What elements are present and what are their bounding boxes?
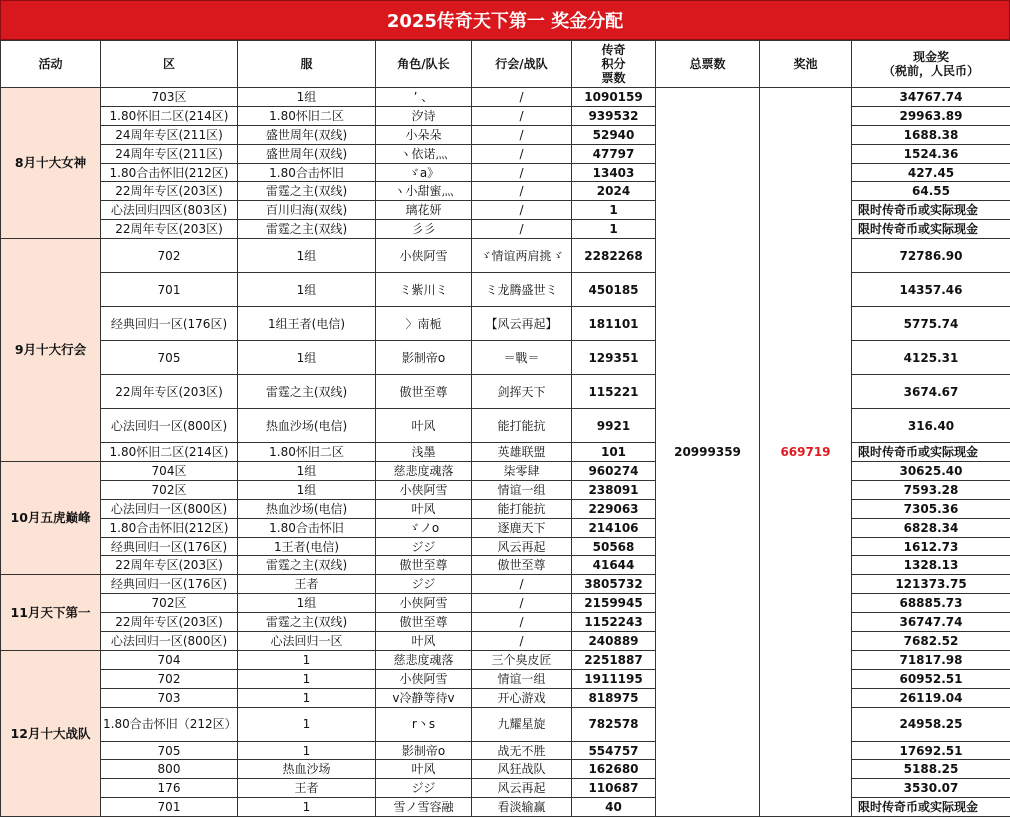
- table-row: [1, 88, 1010, 107]
- role-cell: 彡彡: [376, 220, 472, 239]
- server-cell: 雷霆之主(双线): [238, 556, 376, 575]
- role-cell: 小侠阿雪: [376, 669, 472, 688]
- cash-cell: 34767.74: [852, 88, 1010, 107]
- table-row: [1, 341, 1010, 375]
- guild-cell: 【风云再起】: [472, 307, 572, 341]
- guild-cell: ＝戰＝: [472, 341, 572, 375]
- zone-cell: 704: [101, 650, 238, 669]
- table-row: [1, 613, 1010, 632]
- header-votes-line1: 传奇: [601, 43, 626, 57]
- zone-cell: 经典回归一区(176区): [101, 575, 238, 594]
- cash-cell: 64.55: [852, 182, 1010, 201]
- guild-cell: 情谊一组: [472, 480, 572, 499]
- votes-cell: 110687: [572, 779, 656, 798]
- header-pool: 奖池: [760, 41, 852, 88]
- votes-cell: 41644: [572, 556, 656, 575]
- votes-cell: 3805732: [572, 575, 656, 594]
- cash-cell: 316.40: [852, 409, 1010, 443]
- cash-cell: 限时传奇币或实际现金: [852, 443, 1010, 462]
- cash-cell: 4125.31: [852, 341, 1010, 375]
- zone-cell: 24周年专区(211区): [101, 125, 238, 144]
- guild-cell: 逐鹿天下: [472, 518, 572, 537]
- server-cell: 热血沙场: [238, 760, 376, 779]
- activity-cell: 12月十大战队: [1, 650, 101, 816]
- votes-cell: 2282268: [572, 239, 656, 273]
- votes-cell: 101: [572, 443, 656, 462]
- guild-cell: 风狂战队: [472, 760, 572, 779]
- votes-cell: 13403: [572, 163, 656, 182]
- page-title: 2025传奇天下第一 奖金分配: [0, 0, 1010, 40]
- votes-cell: 229063: [572, 499, 656, 518]
- votes-cell: 939532: [572, 106, 656, 125]
- role-cell: ヽ依诺灬: [376, 144, 472, 163]
- guild-cell: /: [472, 182, 572, 201]
- header-cash-line1: 现金奖: [912, 50, 949, 64]
- header-votes-line2: 积分: [601, 57, 626, 71]
- role-cell: ミ紫川ミ: [376, 273, 472, 307]
- role-cell: 〉南栀: [376, 307, 472, 341]
- activity-cell: 9月十大行会: [1, 239, 101, 462]
- role-cell: ’ 、: [376, 88, 472, 107]
- table-row: [1, 669, 1010, 688]
- cash-cell: 5188.25: [852, 760, 1010, 779]
- zone-cell: 心法回归一区(800区): [101, 632, 238, 651]
- activity-cell: 8月十大女神: [1, 88, 101, 239]
- table-row: [1, 106, 1010, 125]
- guild-cell: 英雄联盟: [472, 443, 572, 462]
- cash-cell: 26119.04: [852, 688, 1010, 707]
- server-cell: 1: [238, 798, 376, 817]
- cash-cell: 限时传奇币或实际现金: [852, 201, 1010, 220]
- votes-cell: 129351: [572, 341, 656, 375]
- guild-cell: 傲世至尊: [472, 556, 572, 575]
- table-row: [1, 688, 1010, 707]
- cash-cell: 限时传奇币或实际现金: [852, 798, 1010, 817]
- role-cell: 小侠阿雪: [376, 239, 472, 273]
- server-cell: 1: [238, 707, 376, 741]
- zone-cell: 心法回归四区(803区): [101, 201, 238, 220]
- role-cell: 叶风: [376, 409, 472, 443]
- server-cell: 雷霆之主(双线): [238, 182, 376, 201]
- header-cash-line2: （税前，人民币）: [882, 64, 979, 78]
- server-cell: 热血沙场(电信): [238, 409, 376, 443]
- table-row: [1, 556, 1010, 575]
- table-row: [1, 779, 1010, 798]
- role-cell: ジジ: [376, 779, 472, 798]
- zone-cell: 701: [101, 798, 238, 817]
- table-row: [1, 462, 1010, 481]
- zone-cell: 22周年专区(203区): [101, 556, 238, 575]
- guild-cell: /: [472, 632, 572, 651]
- cash-cell: 3674.67: [852, 375, 1010, 409]
- guild-cell: /: [472, 575, 572, 594]
- table-row: [1, 163, 1010, 182]
- votes-cell: 50568: [572, 537, 656, 556]
- votes-cell: 2251887: [572, 650, 656, 669]
- table-row: [1, 201, 1010, 220]
- votes-cell: 115221: [572, 375, 656, 409]
- cash-cell: 72786.90: [852, 239, 1010, 273]
- votes-cell: 47797: [572, 144, 656, 163]
- server-cell: 1组: [238, 341, 376, 375]
- server-cell: 1组: [238, 273, 376, 307]
- table-row: [1, 594, 1010, 613]
- role-cell: 傲世至尊: [376, 375, 472, 409]
- zone-cell: 703: [101, 688, 238, 707]
- votes-cell: 2024: [572, 182, 656, 201]
- table-row: [1, 575, 1010, 594]
- server-cell: 1.80怀旧二区: [238, 106, 376, 125]
- votes-cell: 181101: [572, 307, 656, 341]
- role-cell: r丶s: [376, 707, 472, 741]
- header-server: 服: [238, 41, 376, 88]
- role-cell: ジジ: [376, 575, 472, 594]
- table-row: [1, 307, 1010, 341]
- header-votes: [572, 41, 656, 88]
- role-cell: 璃花妍: [376, 201, 472, 220]
- cash-cell: 1688.38: [852, 125, 1010, 144]
- guild-cell: /: [472, 220, 572, 239]
- votes-cell: 554757: [572, 741, 656, 760]
- table-row: [1, 182, 1010, 201]
- role-cell: 影制帝o: [376, 741, 472, 760]
- role-cell: 雪ノ雪容融: [376, 798, 472, 817]
- header-total: 总票数: [656, 41, 760, 88]
- cash-cell: 1328.13: [852, 556, 1010, 575]
- header-votes-line3: 票数: [601, 71, 626, 85]
- cash-cell: 68885.73: [852, 594, 1010, 613]
- votes-cell: 1: [572, 201, 656, 220]
- server-cell: 1: [238, 650, 376, 669]
- cash-cell: 5775.74: [852, 307, 1010, 341]
- cash-cell: 36747.74: [852, 613, 1010, 632]
- guild-cell: 风云再起: [472, 537, 572, 556]
- role-cell: ゞノo: [376, 518, 472, 537]
- activity-cell: 11月天下第一: [1, 575, 101, 651]
- server-cell: 雷霆之主(双线): [238, 220, 376, 239]
- zone-cell: 22周年专区(203区): [101, 182, 238, 201]
- table-row: [1, 650, 1010, 669]
- server-cell: 盛世周年(双线): [238, 144, 376, 163]
- zone-cell: 702: [101, 669, 238, 688]
- zone-cell: 701: [101, 273, 238, 307]
- activity-cell: 10月五虎巅峰: [1, 462, 101, 575]
- server-cell: 1组: [238, 594, 376, 613]
- votes-cell: 238091: [572, 480, 656, 499]
- role-cell: ゞa》: [376, 163, 472, 182]
- votes-cell: 960274: [572, 462, 656, 481]
- guild-cell: 三个臭皮匠: [472, 650, 572, 669]
- guild-cell: ミ龙腾盛世ミ: [472, 273, 572, 307]
- header-role: 角色/队长: [376, 41, 472, 88]
- votes-cell: 9921: [572, 409, 656, 443]
- zone-cell: 心法回归一区(800区): [101, 499, 238, 518]
- cash-cell: 1612.73: [852, 537, 1010, 556]
- server-cell: 盛世周年(双线): [238, 125, 376, 144]
- server-cell: 1: [238, 688, 376, 707]
- table-row: [1, 409, 1010, 443]
- cash-cell: 3530.07: [852, 779, 1010, 798]
- role-cell: 影制帝o: [376, 341, 472, 375]
- header-guild: 行会/战队: [472, 41, 572, 88]
- guild-cell: /: [472, 144, 572, 163]
- guild-cell: 剑挥天下: [472, 375, 572, 409]
- guild-cell: /: [472, 594, 572, 613]
- table-row: [1, 125, 1010, 144]
- table-row: [1, 760, 1010, 779]
- cash-cell: 60952.51: [852, 669, 1010, 688]
- role-cell: 慈悲度魂落: [376, 462, 472, 481]
- role-cell: 傲世至尊: [376, 613, 472, 632]
- guild-cell: /: [472, 613, 572, 632]
- server-cell: 心法回归一区: [238, 632, 376, 651]
- table-row: [1, 375, 1010, 409]
- server-cell: 1: [238, 669, 376, 688]
- zone-cell: 1.80怀旧二区(214区): [101, 106, 238, 125]
- guild-cell: 战无不胜: [472, 741, 572, 760]
- role-cell: ジジ: [376, 537, 472, 556]
- guild-cell: 情谊一组: [472, 669, 572, 688]
- cash-cell: 30625.40: [852, 462, 1010, 481]
- zone-cell: 22周年专区(203区): [101, 375, 238, 409]
- server-cell: 1.80合击怀旧: [238, 163, 376, 182]
- guild-cell: 开心游戏: [472, 688, 572, 707]
- table-row: [1, 443, 1010, 462]
- zone-cell: 704区: [101, 462, 238, 481]
- header-row: [1, 41, 1010, 88]
- cash-cell: 24958.25: [852, 707, 1010, 741]
- votes-cell: 1911195: [572, 669, 656, 688]
- zone-cell: 702: [101, 239, 238, 273]
- cash-cell: 1524.36: [852, 144, 1010, 163]
- guild-cell: /: [472, 88, 572, 107]
- votes-cell: 818975: [572, 688, 656, 707]
- zone-cell: 176: [101, 779, 238, 798]
- table-row: [1, 741, 1010, 760]
- cash-cell: 6828.34: [852, 518, 1010, 537]
- guild-cell: /: [472, 125, 572, 144]
- zone-cell: 经典回归一区(176区): [101, 537, 238, 556]
- server-cell: 1.80合击怀旧: [238, 518, 376, 537]
- table-row: [1, 798, 1010, 817]
- server-cell: 热血沙场(电信): [238, 499, 376, 518]
- votes-cell: 1152243: [572, 613, 656, 632]
- cash-cell: 限时传奇币或实际现金: [852, 220, 1010, 239]
- guild-cell: 九耀星旋: [472, 707, 572, 741]
- role-cell: 傲世至尊: [376, 556, 472, 575]
- table-row: [1, 632, 1010, 651]
- cash-cell: 121373.75: [852, 575, 1010, 594]
- guild-cell: 能打能抗: [472, 499, 572, 518]
- guild-cell: 风云再起: [472, 779, 572, 798]
- guild-cell: 能打能抗: [472, 409, 572, 443]
- table-row: [1, 518, 1010, 537]
- zone-cell: 22周年专区(203区): [101, 220, 238, 239]
- server-cell: 1组: [238, 462, 376, 481]
- zone-cell: 经典回归一区(176区): [101, 307, 238, 341]
- zone-cell: 心法回归一区(800区): [101, 409, 238, 443]
- table-body: [1, 88, 1010, 817]
- votes-cell: 214106: [572, 518, 656, 537]
- cash-cell: 17692.51: [852, 741, 1010, 760]
- zone-cell: 1.80合击怀旧（212区）: [101, 707, 238, 741]
- server-cell: 1.80怀旧二区: [238, 443, 376, 462]
- cash-cell: 29963.89: [852, 106, 1010, 125]
- table-row: [1, 480, 1010, 499]
- table-row: [1, 239, 1010, 273]
- server-cell: 王者: [238, 575, 376, 594]
- zone-cell: 1.80合击怀旧(212区): [101, 163, 238, 182]
- role-cell: 小侠阿雪: [376, 594, 472, 613]
- guild-cell: ゞ情谊两肩挑ゞ: [472, 239, 572, 273]
- role-cell: 浅墨: [376, 443, 472, 462]
- table-row: [1, 707, 1010, 741]
- votes-cell: 52940: [572, 125, 656, 144]
- server-cell: 1组: [238, 88, 376, 107]
- table-row: [1, 220, 1010, 239]
- table-row: [1, 273, 1010, 307]
- guild-cell: 柒零肆: [472, 462, 572, 481]
- votes-cell: 782578: [572, 707, 656, 741]
- role-cell: 汐诗: [376, 106, 472, 125]
- zone-cell: 1.80怀旧二区(214区): [101, 443, 238, 462]
- header-activity: 活动: [1, 41, 101, 88]
- zone-cell: 702区: [101, 594, 238, 613]
- table-row: [1, 537, 1010, 556]
- role-cell: 叶风: [376, 760, 472, 779]
- server-cell: 王者: [238, 779, 376, 798]
- server-cell: 1: [238, 741, 376, 760]
- zone-cell: 1.80合击怀旧(212区): [101, 518, 238, 537]
- cash-cell: 71817.98: [852, 650, 1010, 669]
- guild-cell: 看淡输赢: [472, 798, 572, 817]
- server-cell: 1组: [238, 480, 376, 499]
- zone-cell: 703区: [101, 88, 238, 107]
- header-zone: 区: [101, 41, 238, 88]
- role-cell: v冷静等待v: [376, 688, 472, 707]
- role-cell: 小侠阿雪: [376, 480, 472, 499]
- votes-cell: 162680: [572, 760, 656, 779]
- cash-cell: 14357.46: [852, 273, 1010, 307]
- votes-cell: 450185: [572, 273, 656, 307]
- zone-cell: 705: [101, 741, 238, 760]
- votes-cell: 1: [572, 220, 656, 239]
- total-votes-cell: 20999359: [656, 88, 760, 817]
- votes-cell: 2159945: [572, 594, 656, 613]
- role-cell: 叶风: [376, 499, 472, 518]
- votes-cell: 240889: [572, 632, 656, 651]
- role-cell: ヽ小甜蜜灬: [376, 182, 472, 201]
- guild-cell: /: [472, 163, 572, 182]
- guild-cell: /: [472, 106, 572, 125]
- server-cell: 1组: [238, 239, 376, 273]
- zone-cell: 705: [101, 341, 238, 375]
- guild-cell: /: [472, 201, 572, 220]
- table-row: [1, 144, 1010, 163]
- role-cell: 叶风: [376, 632, 472, 651]
- cash-cell: 7305.36: [852, 499, 1010, 518]
- server-cell: 百川归海(双线): [238, 201, 376, 220]
- server-cell: 1组王者(电信): [238, 307, 376, 341]
- cash-cell: 7593.28: [852, 480, 1010, 499]
- cash-cell: 427.45: [852, 163, 1010, 182]
- server-cell: 雷霆之主(双线): [238, 613, 376, 632]
- prize-table: [0, 40, 1010, 817]
- zone-cell: 22周年专区(203区): [101, 613, 238, 632]
- server-cell: 1王者(电信): [238, 537, 376, 556]
- table-row: [1, 499, 1010, 518]
- zone-cell: 800: [101, 760, 238, 779]
- role-cell: 小朵朵: [376, 125, 472, 144]
- zone-cell: 24周年专区(211区): [101, 144, 238, 163]
- server-cell: 雷霆之主(双线): [238, 375, 376, 409]
- cash-cell: 7682.52: [852, 632, 1010, 651]
- header-cash: [852, 41, 1010, 88]
- zone-cell: 702区: [101, 480, 238, 499]
- role-cell: 慈悲度魂落: [376, 650, 472, 669]
- prize-pool-cell: 669719: [760, 88, 852, 817]
- votes-cell: 40: [572, 798, 656, 817]
- votes-cell: 1090159: [572, 88, 656, 107]
